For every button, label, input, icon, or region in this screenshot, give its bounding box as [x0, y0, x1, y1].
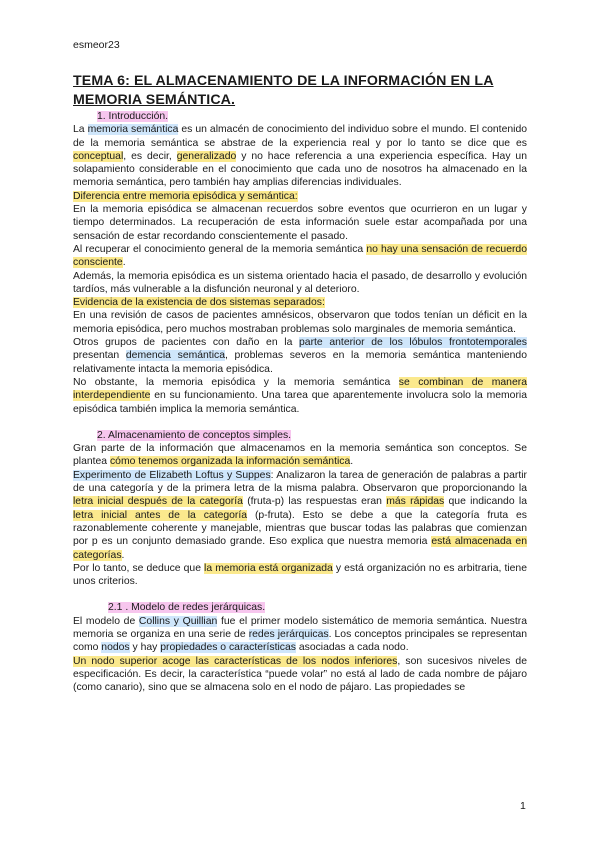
paragraph: Un nodo superior acoge las características de los nodos inferiores, son sucesivos niveles de especificación. Es decir, la característica “puede volar” no está al lado de cada nombre de pájaro (como canario), sino que se almacena solo en el nodo de pájaro. Las propiedades se: [73, 655, 527, 694]
paragraph: En una revisión de casos de pacientes amnésicos, observaron que todos tenían un déficit en la memoria episódica, pero muchos mostraban problemas solo marginales de memoria semántica.: [73, 310, 527, 335]
paragraph: El modelo de Collins y Quillian fue el primer modelo sistemático de memoria semántica. Nuestra memoria se organiza en una serie de redes jerárquicas. Los conceptos principales se representan como nodos y hay propiedades o características asociadas a cada nodo.: [73, 615, 528, 654]
paragraph: Experimento de Elizabeth Loftus y Suppes: Analizaron la tarea de generación de palabras a partir de una categoría y de la primera letra de la misma palabra. Observaron que proporcionando la letra inicial después de la categoría (fruta-p) las respuestas eran más rápidas que indicando la letra inicial antes de la categoría (p-fruta). Esto se debe a que la categoría fruta es razonablemente coherente y manejable, mientras que buscar todas las palabras que comienzan por p es un conjunto demasiado grande. Eso explica que nuestra memoria está almacenada en categorías.: [73, 469, 527, 561]
section-heading-redes-jerarquicas: 2.1 . Modelo de redes jerárquicas.: [108, 602, 266, 614]
paragraph: En la memoria episódica se almacenan recuerdos sobre eventos que ocurrieron en un lugar y tiempo determinados. La recuperación de esta información suele estar acompañada por una sensación de estar recordando conscientemente el pasado.: [73, 204, 527, 242]
page-number: 1: [520, 800, 526, 812]
section-heading-almacenamiento: 2. Almacenamiento de conceptos simples.: [97, 429, 292, 441]
paragraph: Gran parte de la información que almacenamos en la memoria semántica son conceptos. Se plantea cómo tenemos organizada la información semántica.: [73, 443, 527, 468]
subheading-evidencia: Evidencia de la existencia de dos sistemas separados:: [73, 297, 325, 309]
paragraph: Otros grupos de pacientes con daño en la parte anterior de los lóbulos frontotemporales presentan demencia semántica, problemas severos en la memoria semántica manteniendo relativamente intacta la memoria episódica.: [73, 337, 527, 375]
subheading-diferencia: Diferencia entre memoria episódica y semántica:: [73, 190, 298, 202]
page-header-author: esmeor23: [73, 39, 120, 51]
paragraph: No obstante, la memoria episódica y la memoria semántica se combinan de manera interdependiente en su funcionamiento. Una tarea que aparentemente involucra solo la memoria episódica también implica la memoria semántica.: [73, 376, 527, 415]
paragraph: Al recuperar el conocimiento general de la memoria semántica no hay una sensación de recuerdo consciente.: [73, 243, 527, 269]
document-title: TEMA 6: EL ALMACENAMIENTO DE LA INFORMACIÓN EN LA MEMORIA SEMÁNTICA.: [73, 73, 494, 108]
paragraph: Por lo tanto, se deduce que la memoria está organizada y está organización no es arbitraria, tiene unos criterios.: [73, 562, 527, 588]
document-body: [73, 72, 527, 694]
spacer: [73, 416, 527, 429]
spacer: [73, 588, 527, 601]
paragraph: Además, la memoria episódica es un sistema orientado hacia el pasado, de desarrollo y evolución tardíos, más vulnerable a la disfunción neuronal y al deterioro.: [73, 270, 527, 295]
paragraph: La memoria semántica es un almacén de conocimiento del individuo sobre el mundo. El contenido de la memoria semántica se abstrae de la experiencia real y por lo tanto se dice que es conceptual, es decir, generalizado y no hace referencia a una experiencia específica. Hay un solapamiento considerable en el conocimiento que cada uno de nosotros ha almacenado en la memoria semántica, pero también hay amplias diferencias individuales.: [73, 124, 527, 189]
section-heading-introduccion: 1. Introducción.: [97, 111, 169, 122]
